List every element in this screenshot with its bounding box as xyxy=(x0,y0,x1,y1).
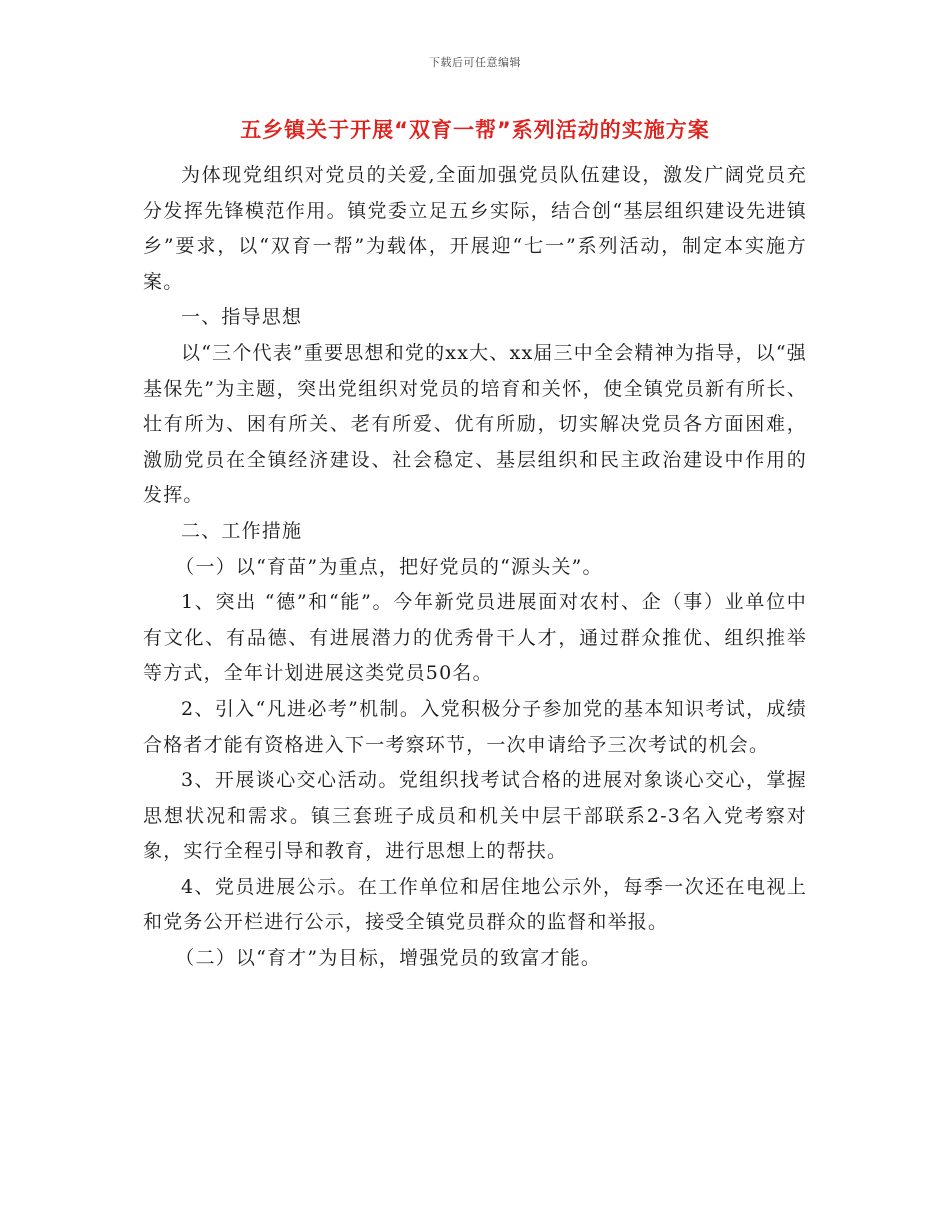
intro-paragraph: 为体现党组织对党员的关爱,全面加强党员队伍建设，激发广阔党员充分发挥先锋模范作用。镇党委立足五乡实际，结合创“基层组织建设先进镇乡”要求，以“双育一帮”为载体，开展迎“七一”系列活动，制定本实施方案。 xyxy=(143,164,807,293)
guiding-thought-paragraph: 以“三个代表”重要思想和党的xx大、xx届三中全会精神为指导，以“强基保先”为主题，突出党组织对党员的培育和关怀，使全镇党员新有所长、壮有所为、困有所关、老有所爱、优有所励，切实解决党员各方面困难，激励党员在全镇经济建设、社会稳定、基层组织和民主政治建设中作用的发挥。 xyxy=(143,341,807,507)
header-note: 下载后可任意编辑 xyxy=(429,56,521,69)
measure-item-1: 1、突出 “德”和“能”。今年新党员进展面对农村、企（事）业单位中有文化、有品德、有进展潜力的优秀骨干人才，通过群众推优、组织推举等方式，全年计划进展这类党员50名。 xyxy=(143,591,807,685)
document-title: 五乡镇关于开展“双育一帮”系列活动的实施方案 xyxy=(240,118,710,142)
subsection-heading-2: （二）以“育才”为目标，增强党员的致富才能。 xyxy=(175,947,602,970)
section-heading-work-measures: 二、工作措施 xyxy=(181,519,303,542)
section-heading-guiding-thought: 一、指导思想 xyxy=(181,306,303,329)
measure-item-3: 3、开展谈心交心活动。党组织找考试合格的进展对象谈心交心，掌握思想状况和需求。镇三套班子成员和机关中层干部联系2-3名入党考察对象，实行全程引导和教育，进行思想上的帮扶。 xyxy=(143,769,807,863)
document-body xyxy=(143,158,807,977)
subsection-heading-1: （一）以“育苗”为重点，把好党员的“源头关”。 xyxy=(175,555,603,578)
measure-item-2: 2、引入“凡进必考”机制。入党积极分子参加党的基本知识考试，成绩合格者才能有资格进入下一考察环节，一次申请给予三次考试的机会。 xyxy=(143,697,807,756)
measure-item-4: 4、党员进展公示。在工作单位和居住地公示外，每季一次还在电视上和党务公开栏进行公示，接受全镇党员群众的监督和举报。 xyxy=(143,875,807,934)
